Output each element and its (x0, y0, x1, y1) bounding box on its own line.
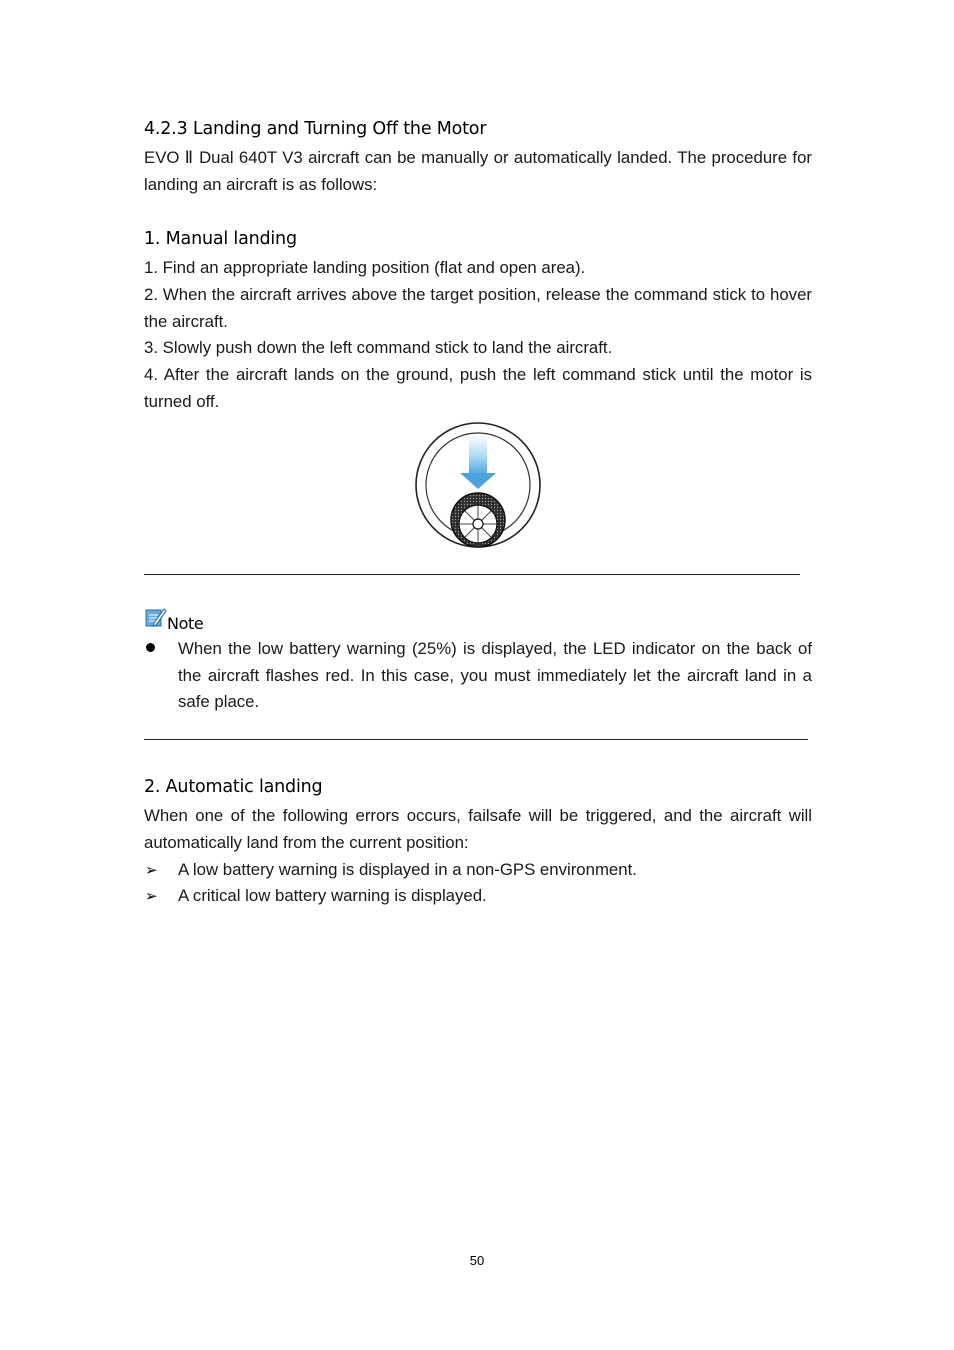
arrow-bullet-icon: ➢ (145, 861, 158, 879)
automatic-landing-heading: 2. Automatic landing (144, 777, 323, 797)
note-label: Note (167, 614, 204, 633)
note-pencil-icon (145, 606, 167, 628)
page-number: 50 (469, 1253, 485, 1268)
arrow-bullet-icon: ➢ (145, 887, 158, 905)
manual-step-4: 4. After the aircraft lands on the ground, push the left command stick until the motor is turned off. (144, 365, 812, 411)
manual-landing-heading: 1. Manual landing (144, 229, 297, 249)
auto-bullet-2: A critical low battery warning is displayed. (178, 886, 487, 905)
section-intro: EVO Ⅱ Dual 640T V3 aircraft can be manually or automatically landed. The procedure for landing an aircraft is as follows: (144, 148, 812, 194)
auto-bullet-1: A low battery warning is displayed in a non-GPS environment. (178, 860, 637, 879)
automatic-intro: When one of the following errors occurs, failsafe will be triggered, and the aircraft will automatically land from the current position: (144, 806, 812, 852)
note-text: When the low battery warning (25%) is displayed, the LED indicator on the back of the aircraft flashes red. In this case, you must immediately let the aircraft land in a safe place. (178, 639, 812, 712)
section-heading: 4.2.3 Landing and Turning Off the Motor (144, 119, 487, 139)
note-bullet-dot (146, 643, 155, 652)
manual-step-3: 3. Slowly push down the left command stick to land the aircraft. (144, 338, 613, 357)
manual-step-1: 1. Find an appropriate landing position (flat and open area). (144, 258, 586, 277)
joystick-push-down-icon (412, 419, 544, 551)
divider-top (144, 574, 800, 575)
divider-bottom (144, 739, 808, 740)
manual-step-2: 2. When the aircraft arrives above the target position, release the command stick to hover the aircraft. (144, 285, 812, 331)
